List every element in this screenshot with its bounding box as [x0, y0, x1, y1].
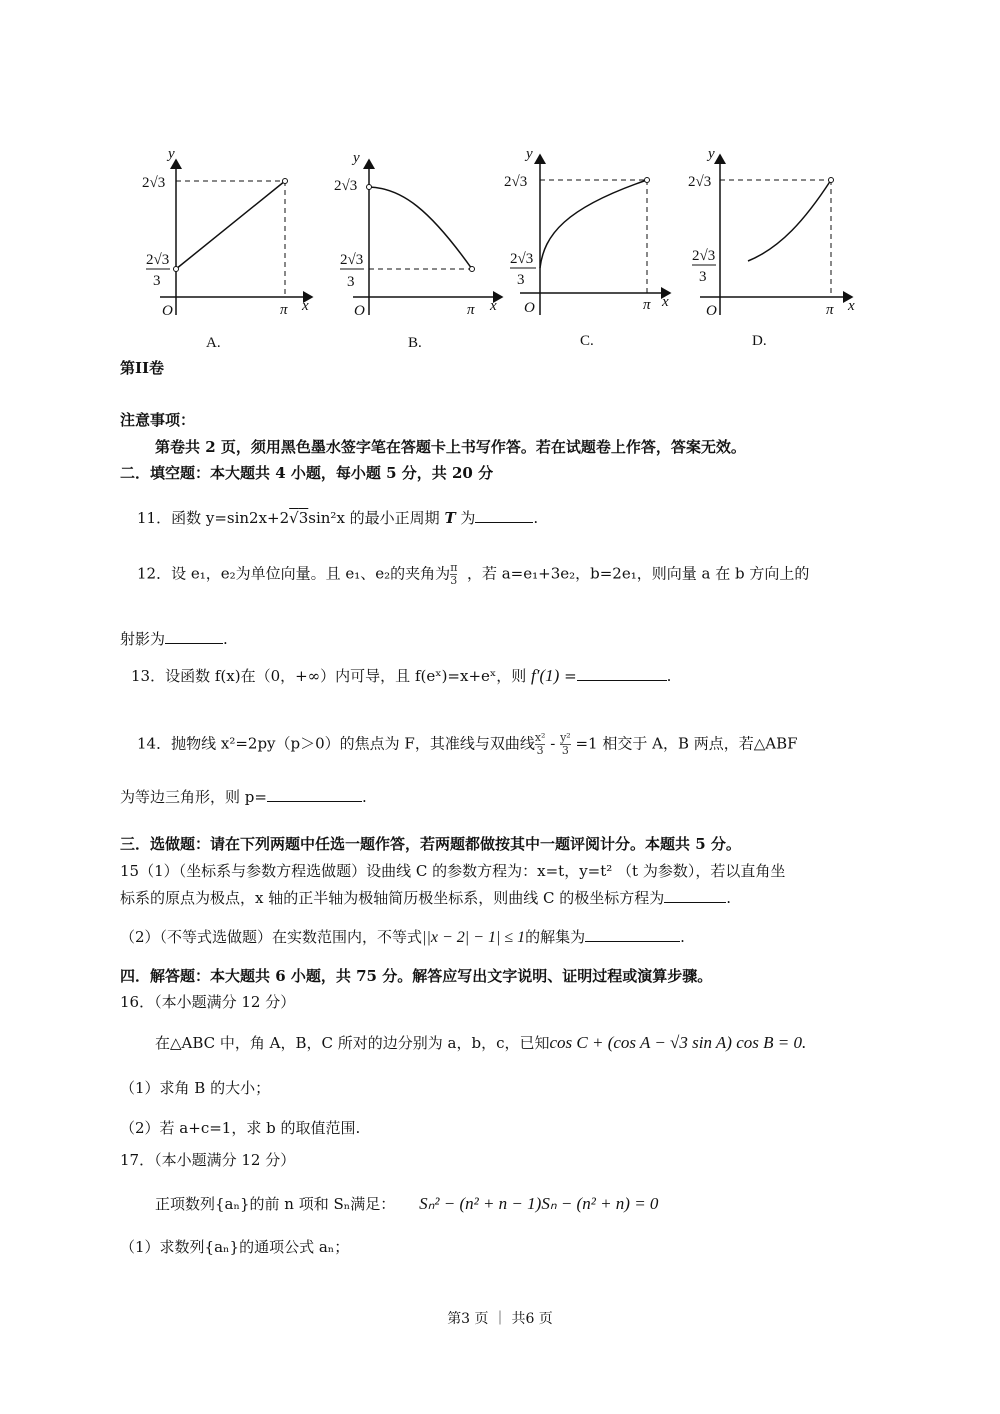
q13-text-pre: 13．设函数 f(x)在（0，+∞）内可导，且 f(eˣ)=x+eˣ，则: [131, 667, 532, 685]
graph-b-option: B.: [408, 335, 422, 351]
q14-fraction-1: [535, 732, 546, 757]
question-13: 13．设函数 f(x)在（0，+∞）内可导，且 f(eˣ)=x+eˣ，则 f′(1) = .: [131, 666, 672, 685]
graph-c-top-value: 2√3: [504, 174, 528, 190]
graph-c-low-num: 2√3: [510, 251, 534, 267]
page-footer: 第3 页 ｜ 共6 页: [447, 1311, 553, 1327]
fill-blank-header: 二．填空题：本大题共 4 小题，每小题 5 分，共 20 分: [120, 464, 494, 482]
graph-a-option: A.: [206, 335, 221, 351]
q14-f1-num: x²: [534, 731, 546, 744]
question-17-body: [155, 1193, 658, 1215]
graph-c-x-label: x: [662, 294, 669, 310]
q16-part-1: （1）求角 B 的大小；: [120, 1079, 271, 1097]
q12-answer-blank[interactable]: [165, 627, 223, 644]
q11-T: T: [444, 509, 456, 527]
graph-c-low-den: 3: [517, 272, 525, 288]
q11-answer-blank[interactable]: [475, 506, 533, 523]
graph-d-low-num: 2√3: [692, 248, 716, 264]
graph-a-y-label: y: [168, 146, 175, 162]
q11-sqrt: √3: [289, 509, 309, 527]
graph-a-top-value: 2√3: [142, 175, 166, 191]
q15-1-answer-blank[interactable]: [664, 886, 726, 903]
question-14-line2: 为等边三角形，则 p= .: [120, 785, 367, 808]
question-15-1-line2: 标系的原点为极点，x 轴的正半轴为极轴简历极坐标系，则曲线 C 的极坐标方程为 .: [120, 886, 731, 909]
graph-a-origin: O: [162, 303, 173, 319]
graph-d-top-value: 2√3: [688, 174, 712, 190]
graph-b-pi: π: [467, 302, 475, 318]
q15-1-line1: 15（1）（坐标系与参数方程选做题）设曲线 C 的参数方程为：x=t，y=t² （t 为参数），若以直角坐: [120, 862, 786, 880]
q11-text-post: sin²x 的最小正周期: [308, 509, 445, 527]
question-16-body: [155, 1032, 806, 1054]
q16-equation: cos C + (cos A − √3 sin A) cos B = 0.: [549, 1033, 807, 1052]
q14-text-post: =1 相交于 A，B 两点，若△ABF: [570, 734, 798, 753]
graph-d-option: D.: [752, 333, 767, 349]
q11-text-pre: 11．函数 y=sin2x+2: [137, 509, 290, 527]
option-graphs: [140, 140, 880, 360]
graph-c-origin: O: [524, 300, 535, 316]
q14-f2-den: 3: [561, 744, 569, 757]
q15-1-line2: 标系的原点为极点，x 轴的正半轴为极轴简历极坐标系，则曲线 C 的极坐标方程为: [120, 889, 665, 907]
graph-d-x-label: x: [848, 298, 855, 314]
graph-b-y-label: y: [353, 150, 360, 166]
q15-2-post: 的解集为: [525, 928, 586, 946]
q13-fprime: f′(1): [531, 666, 560, 685]
question-11: 11．函数 y=sin2x+2√3sin²x 的最小正周期 T 为 .: [137, 506, 538, 529]
notice-title: 注意事项：: [120, 411, 196, 429]
notice-body: 第卷共 2 页，须用黑色墨水签字笔在答题卡上书写作答。若在试题卷上作答，答案无效。: [155, 438, 746, 456]
graph-c-y-label: y: [526, 146, 533, 162]
q12-angle-fraction: [450, 562, 457, 587]
question-12-line2: 射影为 .: [120, 627, 228, 650]
q14-f1-den: 3: [536, 744, 544, 757]
q14-text-pre: 14．抛物线 x²=2py（p＞0）的焦点为 F，其准线与双曲线: [137, 734, 535, 753]
q13-answer-blank[interactable]: [577, 664, 667, 681]
q12-frac-den: 3: [450, 574, 458, 587]
q12-text-post: ，若 a=e₁+3e₂，b=2e₁，则向量 a 在 b 方向上的: [466, 564, 810, 583]
q12-line2: 射影为: [120, 630, 166, 648]
graph-a: [142, 146, 312, 351]
graph-b: [334, 150, 502, 351]
q14-f2-num: y²: [560, 731, 571, 744]
option-graphs-svg: [140, 140, 880, 360]
graph-d-low-den: 3: [699, 269, 707, 285]
q15-2-inequality: ||x − 2| − 1| ≤ 1: [422, 929, 526, 946]
graph-c-pi: π: [643, 297, 651, 313]
graph-a-low-num: 2√3: [146, 252, 170, 268]
q16-title: 16．（本小题满分 12 分）: [120, 993, 296, 1011]
q11-sqrt-value: 3: [298, 509, 309, 527]
q17-equation: Sₙ² − (n² + n − 1)Sₙ − (n² + n) = 0: [419, 1194, 659, 1213]
q14-minus: -: [545, 734, 561, 753]
graph-a-pi: π: [280, 302, 288, 318]
graph-d-y-label: y: [708, 146, 715, 162]
graph-d-pi: π: [826, 302, 834, 318]
graph-b-low-num: 2√3: [340, 252, 364, 268]
graph-a-x-label: x: [302, 298, 309, 314]
graph-a-low-den: 3: [153, 273, 161, 289]
q12-text-pre: 12．设 e₁，e₂为单位向量。且 e₁、e₂的夹角为: [137, 564, 451, 583]
elective-header: 三．选做题：请在下列两题中任选一题作答，若两题都做按其中一题评阅计分。本题共 5 分。: [120, 835, 741, 853]
q15-2-answer-blank[interactable]: [585, 925, 680, 942]
q15-2-pre: （2）（不等式选做题）在实数范围内，不等式: [120, 928, 423, 946]
q13-eq: =: [559, 667, 577, 685]
q16-body-pre: 在△ABC 中，角 A，B，C 所对的边分别为 a，b，c，已知: [155, 1034, 550, 1052]
q17-body-pre: 正项数列{aₙ}的前 n 项和 Sₙ满足：: [155, 1195, 396, 1213]
graph-b-top-value: 2√3: [334, 178, 358, 194]
question-15-2: （2）（不等式选做题）在实数范围内，不等式||x − 2| − 1| ≤ 1的解集为 .: [120, 925, 685, 949]
q11-text-post2: 为: [455, 509, 476, 527]
section-title: 第II卷: [120, 359, 165, 377]
q12-frac-num: π: [450, 561, 458, 574]
graph-d: [688, 146, 855, 349]
graph-c-option: C.: [580, 333, 594, 349]
q14-line2: 为等边三角形，则 p=: [120, 788, 267, 806]
graph-b-low-den: 3: [347, 274, 355, 290]
graph-d-origin: O: [706, 303, 717, 319]
q17-part-1: （1）求数列{aₙ}的通项公式 aₙ；: [120, 1238, 350, 1256]
q17-title: 17．（本小题满分 12 分）: [120, 1151, 296, 1169]
q14-answer-blank[interactable]: [267, 785, 362, 802]
answer-header: 四．解答题：本大题共 6 小题，共 75 分。解答应写出文字说明、证明过程或演算步骤。: [120, 967, 713, 985]
question-12: [137, 562, 809, 587]
graph-b-x-label: x: [490, 298, 497, 314]
q14-fraction-2: [560, 732, 571, 757]
graph-c: [504, 146, 670, 349]
q16-part-2: （2）若 a+c=1，求 b 的取值范围.: [120, 1119, 361, 1137]
graph-b-origin: O: [354, 303, 365, 319]
question-14: [137, 732, 798, 757]
